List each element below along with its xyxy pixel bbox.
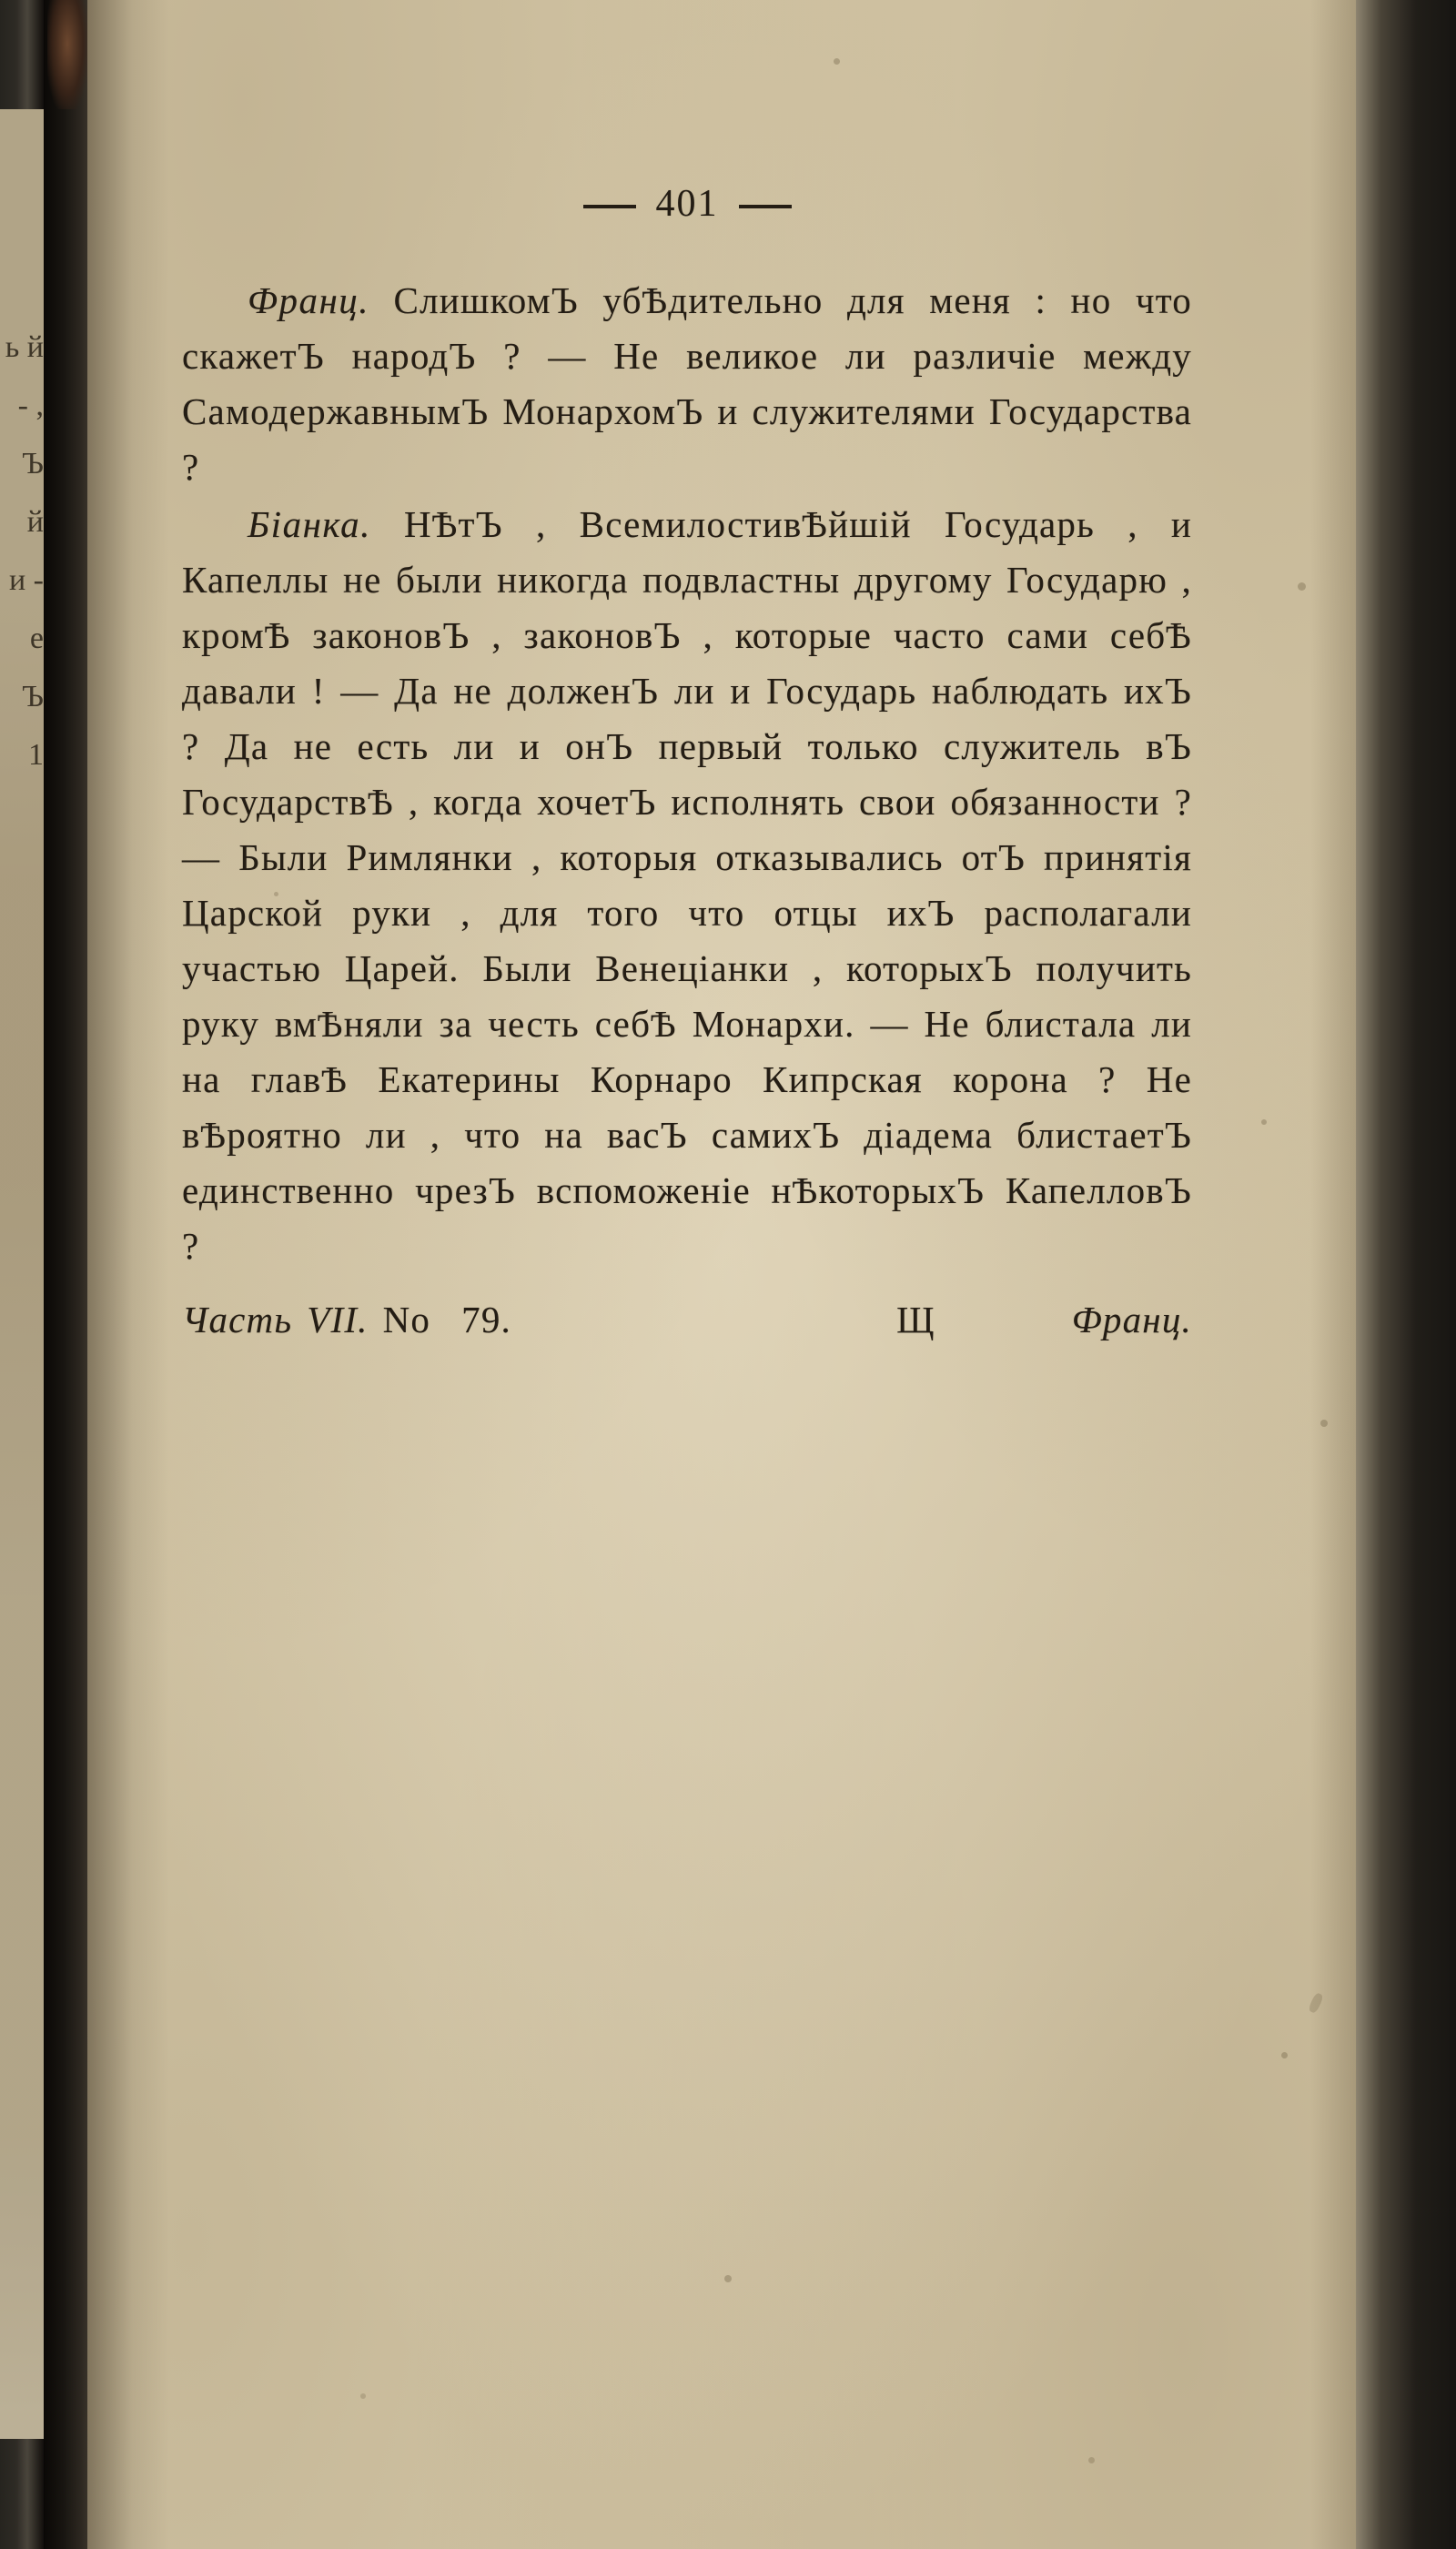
paragraph-bianka (182, 497, 1192, 1274)
paragraph-bianka-text: НѢтЪ , ВсемилостивѢйшій Государь , и Капеллы не были никогда подвластны другому Государю , кромѢ законовЪ , законовЪ , которые часто сами себѢ давали ! — Да не долженЪ ли и Государь наблюдать ихЪ ? Да не есть ли и онЪ первый только служитель вЪ ГосударствѢ , когда хочетЪ исполнять свои обязанности ? — Были Римлянки , которыя отказывались отЪ принятія Царской руки , для того что отцы ихЪ располагали участью Царей. Были Венеціанки , которыхЪ получить руку вмѢняли за честь себѢ Монархи. — Не блистала ли на главѢ Екатерины Корнаро Кипрская корона ? Не вѢроятно ли , что на васЪ самихЪ діадема блистаетЪ единственно чрезЪ вспоможеніе нѢкоторыхЪ КапелловЪ ? (182, 503, 1192, 1267)
folio-rule-left (583, 205, 636, 208)
page-right-edge-dark (1356, 0, 1456, 2549)
page-text-block (182, 182, 1192, 1341)
footer-catchword: Франц. (1071, 1299, 1192, 1340)
facing-page-text-fragment: ь й - , Ъ й и - е Ъ 1 (5, 330, 44, 772)
page-footline (182, 1298, 1192, 1341)
footer-issue-number: 79. (461, 1299, 511, 1340)
paragraph-franz (182, 273, 1192, 495)
footer-part-label: Часть (182, 1299, 293, 1340)
folio-number: 401 (655, 183, 719, 225)
paragraph-franz-text: СлишкомЪ убѢдительно для меня : но что скажетЪ народЪ ? — Не великое ли различіе между СамодержавнымЪ МонархомЪ и служителями Государства ? (182, 279, 1192, 488)
page-folio (182, 182, 1192, 226)
footer-issue-label: No (382, 1299, 431, 1340)
footer-signature-mark: Щ (896, 1299, 935, 1340)
footer-part-number: VII. (307, 1299, 369, 1340)
folio-rule-right (739, 205, 792, 208)
speaker-name-bianka: Біанка. (248, 503, 371, 545)
gutter-stain (47, 0, 87, 109)
speaker-name-franz: Франц. (248, 279, 370, 321)
